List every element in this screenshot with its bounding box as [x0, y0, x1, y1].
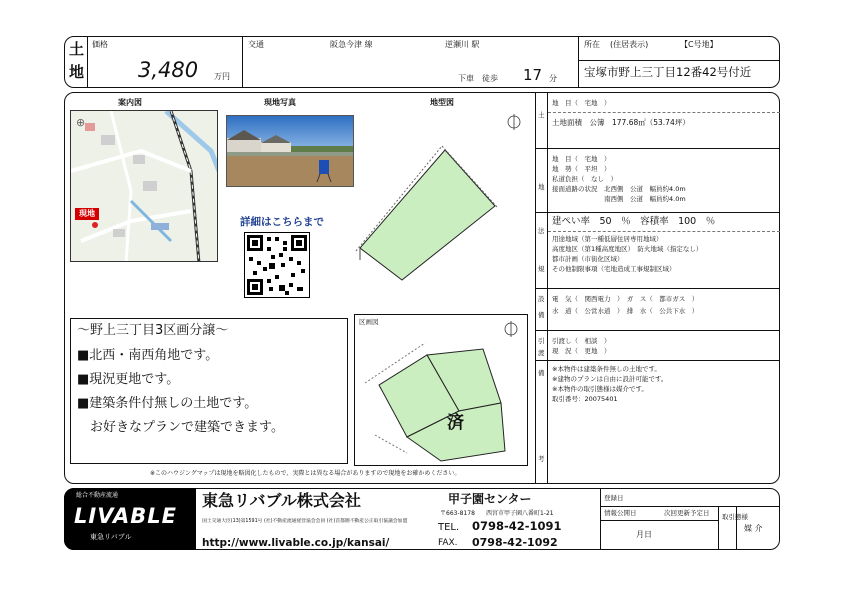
update-label: 次回更新予定日 [664, 509, 710, 517]
side-kou: 考 [538, 455, 545, 463]
promo-box [70, 318, 348, 464]
month-label: 月日 [636, 530, 652, 539]
walk-minutes: 17 [523, 66, 543, 84]
side-bi: 備 [538, 311, 545, 319]
promo-line-4: お好きなプランで建築できます。 [77, 420, 284, 435]
company-name: 東急リバブル株式会社 [202, 491, 361, 510]
plot-shape-drawing [352, 110, 534, 296]
side-tochi-1: 土 [538, 111, 545, 119]
tochi-char-1: 土 [69, 40, 85, 58]
spec-r20: 取引番号：20075401 [552, 395, 618, 403]
station-name: 逆瀬川 駅 [445, 40, 480, 49]
guide-map [70, 110, 218, 262]
spec-r17: ※本物件は建築条件無しの土地です。 [552, 365, 661, 373]
side-hou: 法 [538, 227, 545, 235]
spec-r5: 私道負担（ なし ） [552, 175, 617, 183]
spec-r8: 建ぺい率 50 ％ 容積率 100 ％ [552, 216, 716, 227]
logo-text: LIVABLE [74, 504, 178, 528]
plot-shape [352, 110, 534, 296]
spec-r10: 高度地区（第1種高度地区） 防火地域（指定なし） [552, 245, 703, 253]
qr-caption: 詳細はこちらまで [240, 216, 324, 228]
logo-block [64, 488, 196, 550]
qr-code[interactable] [244, 232, 310, 298]
trade-value: 媒 介 [744, 524, 763, 533]
site-photo [226, 115, 354, 187]
address-value: 宝塚市野上三丁目12番42号付近 [584, 65, 752, 79]
postal-code: 〒663-8178 [440, 510, 475, 517]
walk-label: 下車 徒歩 [458, 74, 498, 83]
map-footnote: ※このハウジングマップは現地を略図化したもので、実際とは異なる場合がありますので現地をお確かめください。 [150, 470, 461, 477]
price-value: 3,480 [138, 58, 199, 82]
map-marker: 現地 [75, 208, 99, 220]
fax-label: FAX. [438, 538, 458, 548]
company-url[interactable]: http://www.livable.co.jp/kansai/ [202, 537, 390, 549]
address-note: (住居表示) [610, 40, 649, 49]
side-ki: 規 [538, 265, 545, 273]
branch-address: 西宮市甲子園八番町1-21 [486, 510, 554, 517]
logo-tagline: 総合不動産流通 [76, 492, 119, 499]
side-hiki: 引 [538, 337, 545, 345]
spec-r2: 土地面積 公簿 177.68㎡（53.74坪） [552, 118, 690, 127]
tel-label: TEL. [438, 522, 460, 533]
spec-r6: 接面道路の状況 北西側 公道 幅員約4.0m [552, 185, 686, 193]
spec-r15: 引渡し（ 相談 ） [552, 337, 611, 345]
plot-title: 地型図 [430, 98, 454, 107]
compass-icon: ⊕ [76, 116, 86, 129]
side-watashi: 渡 [538, 349, 545, 357]
zone-plan [354, 314, 528, 466]
qr-code-icon [245, 233, 309, 297]
spec-r12: その他制限事項（宅地造成工事規制区域） [552, 265, 676, 273]
tochi-char-2: 地 [69, 63, 85, 81]
guide-map-drawing [71, 111, 218, 262]
line-name: 阪急今津 線 [330, 40, 373, 49]
spec-r3: 地 目（ 宅地 ） [552, 155, 611, 163]
logo-sub: 東急リバブル [90, 533, 132, 541]
spec-r18: ※建物のプランは自由に設計可能です。 [552, 375, 668, 383]
promo-title: ～野上三丁目3区画分譲～ [77, 323, 229, 338]
guide-map-title: 案内図 [118, 98, 142, 107]
date-label: 情報公開日 [604, 509, 637, 517]
trade-label: 取引態様 [722, 513, 748, 521]
promo-line-1: ■北西・南西角地です。 [77, 348, 219, 363]
spec-r9: 用途地域（第一種低層住居専用地域） [552, 235, 663, 243]
address-label: 所在 [584, 40, 600, 49]
price-label: 価格 [92, 40, 108, 49]
spec-r19: ※本物件の取引態様は媒介です。 [552, 385, 648, 393]
spec-r16: 現 況（ 更地 ） [552, 347, 611, 355]
spec-r4: 地 勢（ 平坦 ） [552, 165, 611, 173]
license-text: 国土交通大臣(13)第1591号 (社)不動産流通経営協会会員 (社)首都圏不動産公正取引協議会加盟 [202, 519, 408, 524]
lot-label: 【C号地】 [680, 40, 718, 49]
spec-r13: 電 気（ 関西電力 ） ガ ス（ 都市ガス ） [552, 295, 699, 303]
spec-r14: 水 道（ 公営水道 ） 排 水（ 公共下水 ） [552, 307, 699, 315]
walk-unit: 分 [549, 74, 557, 83]
site-photo-image [227, 116, 354, 187]
reg-label: 登録日 [604, 494, 624, 502]
side-setsu: 設 [538, 295, 545, 303]
promo-line-2: ■現況更地です。 [77, 372, 180, 387]
side-tochi-2: 地 [538, 183, 545, 191]
spec-r11: 都市計画（市街化区域） [552, 255, 624, 263]
promo-line-3: ■建築条件付無しの土地です。 [77, 396, 258, 411]
tochi-badge [64, 36, 88, 88]
price-unit: 万円 [214, 72, 230, 81]
access-label: 交通 [248, 40, 264, 49]
zone-plan-drawing [355, 315, 527, 465]
photo-title: 現地写真 [264, 98, 296, 107]
zone-sold-mark: 済 [447, 413, 464, 433]
spec-r1: 地 目（ 宅地 ） [552, 99, 611, 107]
spec-r7: 南西側 公道 幅員約4.0m [552, 195, 686, 203]
branch-name: 甲子園センター [448, 492, 532, 506]
tel-number: 0798-42-1091 [472, 519, 562, 533]
side-bi-2: 備 [538, 369, 545, 377]
fax-number: 0798-42-1092 [472, 536, 558, 549]
zone-title: 区画図 [359, 318, 379, 326]
